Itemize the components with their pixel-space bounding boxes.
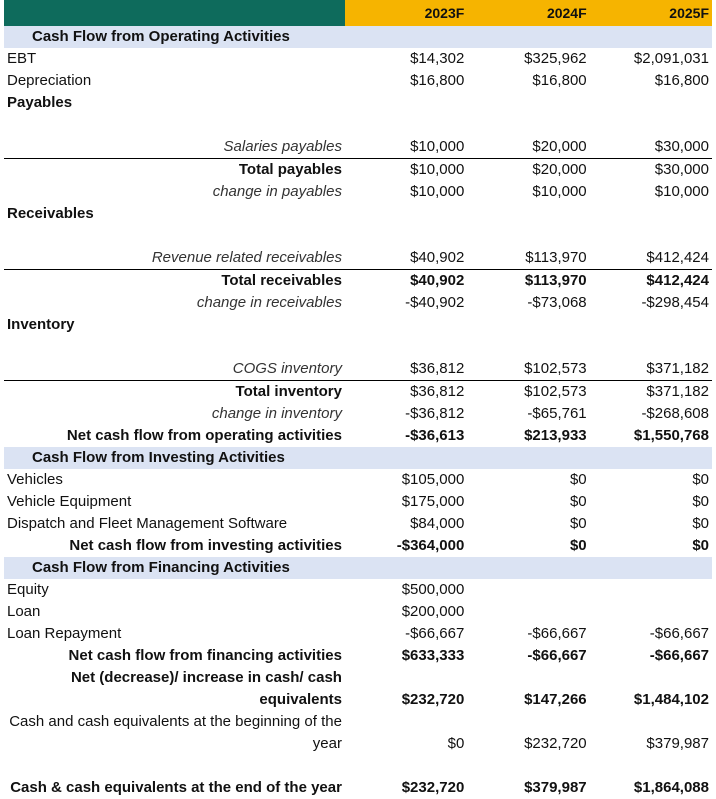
cell-2025: $1,550,768: [633, 427, 709, 444]
cell-2024: $147,266: [524, 691, 587, 708]
cell-2024: -$65,761: [527, 405, 587, 422]
table-row: [4, 667, 712, 711]
cell-2023: -$364,000: [396, 537, 465, 554]
cell-2023: $10,000: [410, 183, 465, 200]
cell-2023: $10,000: [345, 159, 467, 182]
cell-2025: $2,091,031: [633, 50, 709, 67]
row-label: Total receivables: [4, 270, 345, 293]
table-row: [4, 403, 712, 425]
cell-2024: $325,962: [524, 50, 587, 67]
table-row: [4, 491, 712, 513]
group-label: Inventory: [7, 316, 75, 333]
cell-2023: -$66,667: [405, 625, 465, 642]
cell-2024: $379,987: [524, 779, 587, 796]
cell-2023: $500,000: [401, 581, 465, 598]
table-row: [4, 623, 712, 645]
cell-2025: $1,864,088: [633, 779, 709, 796]
table-row: [4, 425, 712, 447]
row-label: Net cash flow from investing activities: [69, 537, 342, 554]
cell-2023: $0: [447, 735, 465, 752]
section-investing: [4, 447, 712, 469]
cell-2025: $1,484,102: [633, 691, 709, 708]
table-row: [4, 381, 712, 404]
table-row: [4, 579, 712, 601]
section-title: Cash Flow from Investing Activities: [4, 447, 345, 469]
table-row: [4, 513, 712, 535]
group-label: Payables: [7, 94, 73, 111]
cell-2024: $20,000: [532, 138, 587, 155]
row-label: Loan: [7, 603, 41, 620]
row-label: COGS inventory: [232, 360, 342, 377]
cell-2025: -$298,454: [641, 294, 709, 311]
table-row: [4, 358, 712, 381]
row-label: change in receivables: [196, 294, 342, 311]
row-label: Depreciation: [7, 72, 92, 89]
cell-2025: -$268,608: [641, 405, 709, 422]
cell-2024: -$73,068: [527, 294, 587, 311]
cell-2023: $175,000: [401, 493, 465, 510]
cell-2024: $0: [569, 471, 587, 488]
row-label: Vehicle Equipment: [7, 493, 132, 510]
year-header-2025: 2025F: [590, 0, 712, 26]
row-label: Net cash flow from operating activities: [66, 427, 342, 444]
cell-2025: $0: [692, 515, 709, 532]
cell-2023: $232,720: [401, 779, 465, 796]
cell-2025: $30,000: [654, 138, 709, 155]
cell-2024: $20,000: [467, 159, 589, 182]
row-label: EBT: [7, 50, 37, 67]
cell-2023: $40,902: [345, 270, 467, 293]
cell-2025: $30,000: [590, 159, 712, 182]
table-row: [4, 645, 712, 667]
row-label: Dispatch and Fleet Management Software: [7, 515, 288, 532]
cell-2023: $633,333: [401, 647, 465, 664]
section-title: Cash Flow from Operating Activities: [4, 26, 345, 48]
cell-2023: $36,812: [410, 360, 465, 377]
cell-2023: $36,812: [345, 381, 467, 404]
row-label: Equity: [7, 581, 49, 598]
cell-2025: $412,424: [590, 270, 712, 293]
table-row: [4, 469, 712, 491]
row-label: Net (decrease)/ increase in cash/ cash equivalents: [70, 669, 342, 708]
cell-2025: $412,424: [646, 249, 709, 266]
row-label: Salaries payables: [223, 138, 342, 155]
table-row: [4, 247, 712, 270]
row-label: Total payables: [4, 159, 345, 182]
cell-2023: $16,800: [410, 72, 465, 89]
row-label: Net cash flow from financing activities: [68, 647, 342, 664]
cell-2024: $102,573: [467, 381, 589, 404]
cell-2025: $0: [692, 471, 709, 488]
cell-2023: $84,000: [410, 515, 465, 532]
cell-2025: $371,182: [646, 360, 709, 377]
table-row: [4, 225, 712, 247]
cell-2023: $40,902: [410, 249, 465, 266]
cell-2024: $113,970: [467, 270, 589, 293]
cell-2024: -$66,667: [527, 647, 587, 664]
year-header-2023: 2023F: [345, 0, 467, 26]
cell-2023: $10,000: [410, 138, 465, 155]
cell-2024: [467, 601, 589, 623]
cell-2023: -$40,902: [405, 294, 465, 311]
row-label: change in inventory: [211, 405, 342, 422]
cell-2024: $113,970: [525, 249, 587, 266]
row-label: Vehicles: [7, 471, 63, 488]
cell-2024: $10,000: [532, 183, 587, 200]
cell-2023: -$36,613: [405, 427, 465, 444]
table-row: [4, 114, 712, 136]
cell-2025: [590, 601, 712, 623]
table-row: [4, 755, 712, 799]
cell-2024: [467, 579, 589, 601]
table-row: [4, 601, 712, 623]
cell-2025: [590, 579, 712, 601]
table-row: [4, 314, 712, 336]
cell-2023: -$36,812: [405, 405, 465, 422]
row-label: change in payables: [212, 183, 342, 200]
cell-2023: $14,302: [410, 50, 465, 67]
table-row: [4, 92, 712, 114]
cell-2024: $16,800: [532, 72, 587, 89]
table-row: [4, 70, 712, 92]
cell-2024: $0: [569, 537, 587, 554]
group-label: Receivables: [7, 205, 94, 222]
table-row: [4, 535, 712, 557]
table-row: [4, 159, 712, 182]
cell-2025: $379,987: [646, 735, 709, 752]
cell-2025: -$66,667: [649, 625, 709, 642]
cell-2024: $232,720: [524, 735, 587, 752]
cell-2023: $105,000: [401, 471, 465, 488]
cell-2025: -$66,667: [649, 647, 709, 664]
cell-2025: $0: [692, 493, 709, 510]
table-row: [4, 292, 712, 314]
section-financing: [4, 557, 712, 579]
table-row: [4, 136, 712, 159]
row-label: Cash & cash equivalents at the end of the year: [10, 779, 342, 796]
row-label: Total inventory: [4, 381, 345, 404]
table-row: [4, 181, 712, 203]
cell-2025: $16,800: [654, 72, 709, 89]
cell-2023: $200,000: [401, 603, 465, 620]
cell-2025: $10,000: [654, 183, 709, 200]
cell-2024: $0: [569, 515, 587, 532]
table-row: [4, 711, 712, 755]
row-label: Revenue related receivables: [151, 249, 342, 266]
row-label: Loan Repayment: [7, 625, 122, 642]
cell-2025: $0: [692, 537, 709, 554]
header-blank-cell: [4, 0, 345, 26]
header-row: [4, 0, 712, 26]
section-title: Cash Flow from Financing Activities: [4, 557, 345, 579]
table-row: [4, 270, 712, 293]
cell-2024: $0: [569, 493, 587, 510]
table-row: [4, 48, 712, 70]
row-label: Cash and cash equivalents at the beginning of the year: [9, 713, 342, 752]
section-operating: [4, 26, 712, 48]
cell-2023: $232,720: [401, 691, 465, 708]
cash-flow-table: [4, 0, 712, 799]
cell-2025: $371,182: [590, 381, 712, 404]
table-row: [4, 336, 712, 358]
year-header-2024: 2024F: [467, 0, 589, 26]
table-row: [4, 203, 712, 225]
cell-2024: $213,933: [524, 427, 587, 444]
cell-2024: -$66,667: [527, 625, 587, 642]
cell-2024: $102,573: [524, 360, 587, 377]
